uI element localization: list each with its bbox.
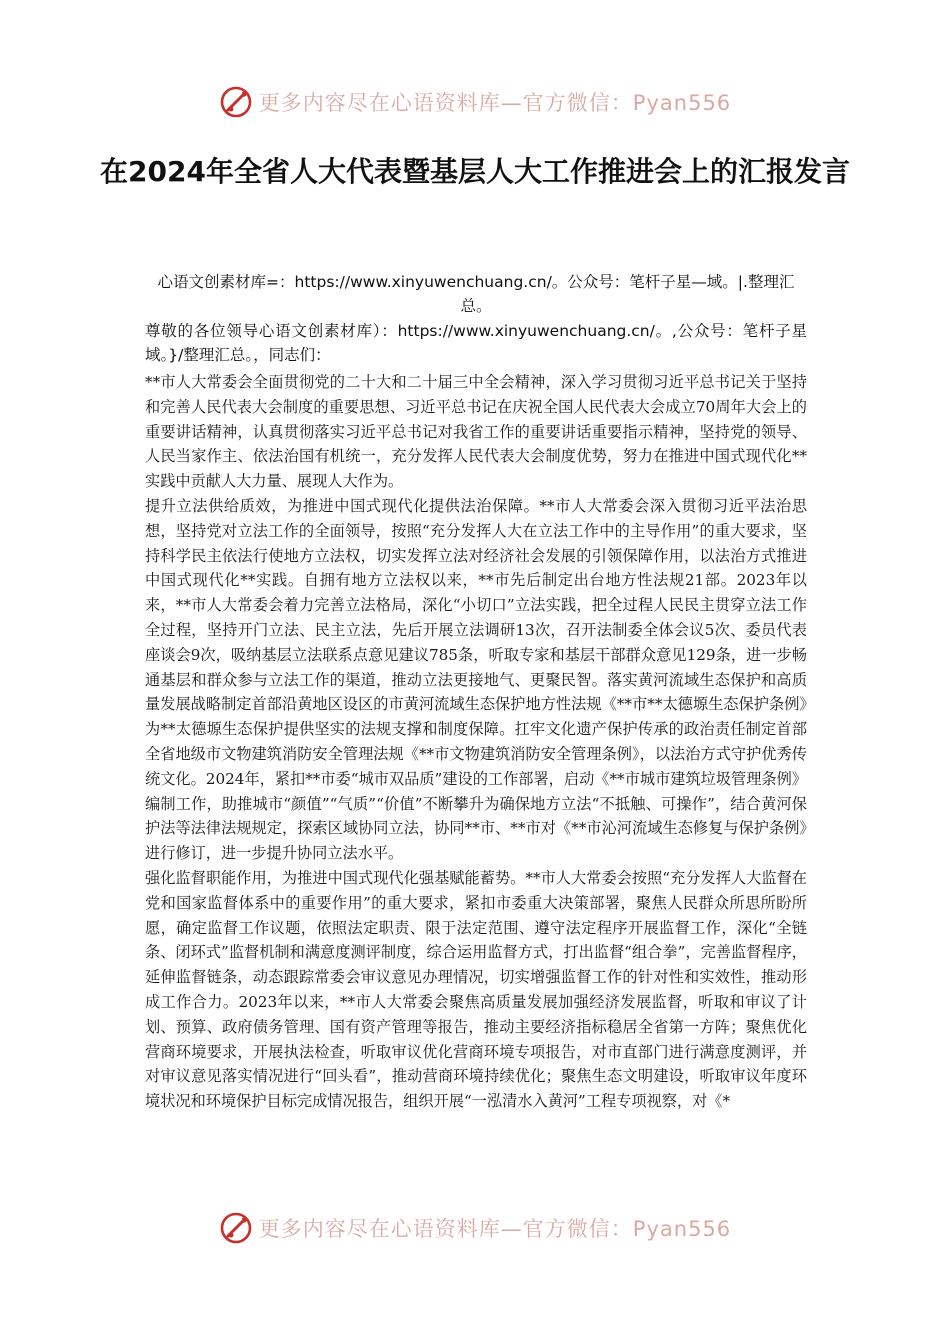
banner-text: 更多内容尽在心语资料库—官方微信：Pyan556 [258,91,732,115]
body-paragraph-3: 强化监督职能作用，为推进中国式现代化强基赋能蓄势。**市人大常委会按照“充分发挥人大监督在党和国家监督体系中的重要作用”的重大要求，紧扣市委重大决策部署，聚焦人民群众所思所盼所愿，确定监督工作议题，依照法定职责、限于法定范围、遵守法定程序开展监督工作，深化“全链条、闭环式”监督机制和满意度测评制度，综合运用监督方式，打出监督“组合拳”，完善监督程序，延伸监督链条，动态跟踪常委会审议意见办理情况，切实增强监督工作的针对性和实效性，推动形成工作合力。2023年以来，**市人大常委会聚焦高质量发展加强经济发展监督，听取和审议了计划、预算、政府债务管理、国有资产管理等报告，推动主要经济指标稳居全省第一方阵；聚焦优化营商环境要求，开展执法检查，听取审议优化营商环境专项报告，对市直部门进行满意度测评，并对审议意见落实情况进行“回头看”，推动营商环境持续优化；聚焦生态文明建设，听取审议年度环境状况和环境保护目标完成情况报告，组织开展“一泓清水入黄河”工程专项视察，对《* [145,868,807,1111]
source-note-line-2: 尊敬的各位领导心语文创素材库）：https://www.xinyuwenchuang.cn/。,公众号：笔杆子星域。}/整理汇总。，同志们： [145,322,807,364]
brush-logo-icon [219,1211,253,1245]
header-watermark-banner [0,82,950,122]
banner-text: 更多内容尽在心语资料库—官方微信：Pyan556 [258,1217,732,1241]
source-note-line-1: 心语文创素材库=：https://www.xinyuwenchuang.cn/。公众号：笔杆子星—域。|.整理汇总。 [157,273,795,315]
body-paragraph-2: 提升立法供给质效，为推进中国式现代化提供法治保障。**市人大常委会深入贯彻习近平法治思想，坚持党对立法工作的全面领导，按照“充分发挥人大在立法工作中的主导作用”的重大要求，坚持科学民主依法行使地方立法权，切实发挥立法对经济社会发展的引领保障作用，以法治方式推进中国式现代化**实践。自拥有地方立法权以来，**市先后制定出台地方性法规21部。2023年以来，**市人大常委会着力完善立法格局，深化“小切口”立法实践，把全过程人民民主贯穿立法工作全过程，坚持开门立法、民主立法，先后开展立法调研13次，召开法制委全体会议5次、委员代表座谈会9次，吸纳基层立法联系点意见建议785条，听取专家和基层干部群众意见129条，进一步畅通基层和群众参与立法工作的渠道，推动立法更接地气、更聚民智。落实黄河流域生态保护和高质量发展战略制定首部沿黄地区设区的市黄河流域生态保护地方性法规《**市**太德塬生态保护条例》为**太德塬生态保护提供坚实的法规支撑和制度保障。扛牢文化遗产保护传承的政治责任制定首部全省地级市文物建筑消防安全管理法规《**市文物建筑消防安全管理条例》，以法治方式守护优秀传统文化。2024年，紧扣**市委“城市双品质”建设的工作部署，启动《**市城市建筑垃圾管理条例》编制工作，助推城市“颜值”“气质”“价值”不断攀升为确保地方立法“不抵触、可操作”，结合黄河保护法等法律法规规定，探索区域协同立法，协同**市、**市对《**市沁河流域生态修复与保护条例》进行修订，进一步提升协同立法水平。 [145,496,807,863]
document-body [145,370,807,1114]
brush-logo-icon [219,85,253,119]
footer-watermark-banner [0,1208,950,1248]
body-paragraph-1: **市人大常委会全面贯彻党的二十大和二十届三中全会精神，深入学习贯彻习近平总书记关于坚持和完善人民代表大会制度的重要思想、习近平总书记在庆祝全国人民代表大会成立70周年大会上的重要讲话精神，认真贯彻落实习近平总书记对我省工作的重要讲话重要指示精神，坚持党的领导、人民当家作主、依法治国有机统一，充分发挥人民代表大会制度优势，努力在推进中国式现代化**实践中贡献人大力量、展现人大作为。 [145,373,807,491]
document-title: 在2024年全省人大代表暨基层人大工作推进会上的汇报发言 [100,155,850,188]
